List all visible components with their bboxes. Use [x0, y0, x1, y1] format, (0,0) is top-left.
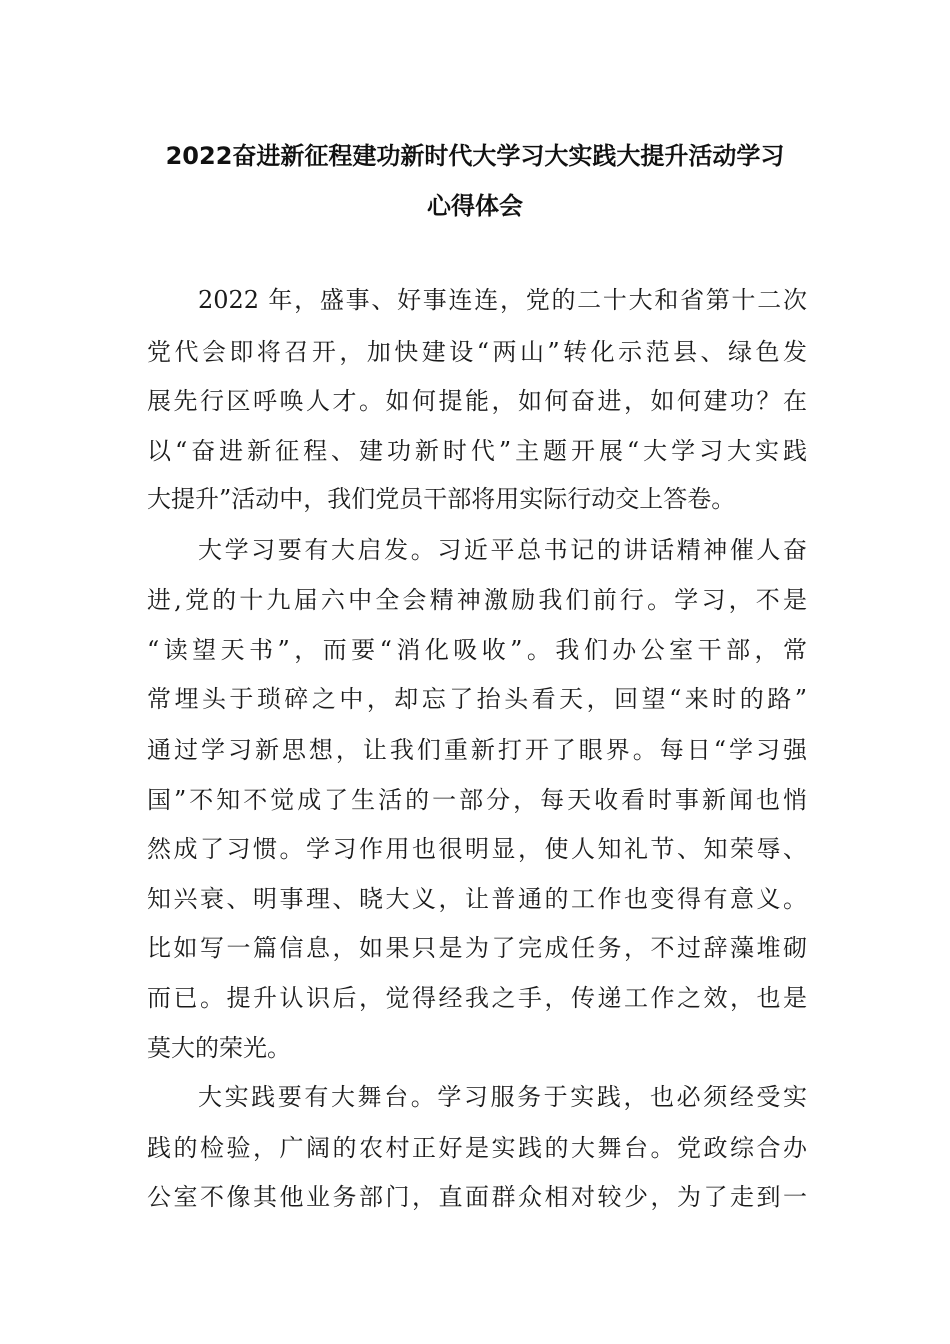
body-line: 比如写一篇信息，如果只是为了完成任务，不过辞藻堆砌: [147, 934, 807, 962]
body-line: 然成了习惯。学习作用也很明显，使人知礼节、知荣辱、: [147, 835, 807, 863]
body-line: 以“奋进新征程、建功新时代”主题开展“大学习大实践: [147, 437, 807, 465]
document-title-line-1: 2022奋进新征程建功新时代大学习大实践大提升活动学习: [165, 142, 785, 170]
body-line: 而已。提升认识后，觉得经我之手，传递工作之效，也是: [147, 984, 807, 1012]
body-line: 通过学习新思想，让我们重新打开了眼界。每日“学习强: [147, 736, 807, 764]
body-line: 党代会即将召开，加快建设“两山”转化示范县、绿色发: [147, 338, 807, 366]
body-line: 国”不知不觉成了生活的一部分，每天收看时事新闻也悄: [147, 786, 807, 814]
body-line: 践的检验，广阔的农村正好是实践的大舞台。党政综合办: [147, 1134, 807, 1162]
body-line: 大学习要有大启发。习近平总书记的讲话精神催人奋: [198, 536, 807, 564]
body-line: 大提升”活动中，我们党员干部将用实际行动交上答卷。: [147, 485, 736, 513]
body-line: 莫大的荣光。: [147, 1034, 291, 1062]
body-line: 进,党的十九届六中全会精神激励我们前行。学习，不是: [147, 586, 807, 614]
body-line: 大实践要有大舞台。学习服务于实践，也必须经受实: [198, 1083, 807, 1111]
document-title-line-2: 心得体会: [427, 192, 523, 220]
body-line: 2022 年，盛事、好事连连，党的二十大和省第十二次: [198, 286, 807, 314]
body-line: 常埋头于琐碎之中，却忘了抬头看天，回望“来时的路”: [147, 685, 807, 713]
body-line: 公室不像其他业务部门，直面群众相对较少，为了走到一: [147, 1183, 807, 1211]
body-line: 展先行区呼唤人才。如何提能，如何奋进，如何建功？在: [147, 387, 807, 415]
body-line: “读望天书”，而要“消化吸收”。我们办公室干部，常: [147, 636, 807, 664]
body-line: 知兴衰、明事理、晓大义，让普通的工作也变得有意义。: [147, 885, 807, 913]
